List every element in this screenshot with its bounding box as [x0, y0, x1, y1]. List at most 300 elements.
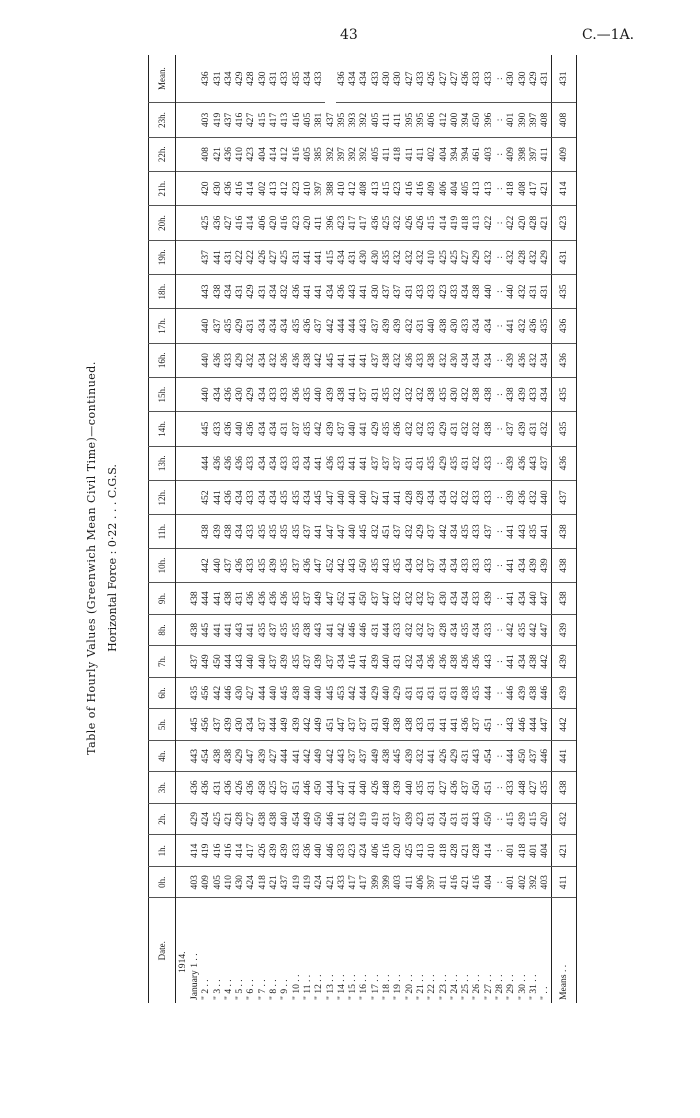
cell-value: 438 — [460, 677, 471, 709]
cell-value: 425 — [404, 835, 415, 867]
cell-value: 438 — [528, 677, 539, 709]
cell-value: 397 — [528, 103, 539, 137]
cell-value: 416 — [291, 137, 302, 171]
cell-value — [189, 103, 200, 137]
cell-value: 432 — [392, 377, 403, 411]
cell-value: 421 — [539, 206, 551, 240]
spacer-cell — [176, 835, 190, 867]
cell-value: 437 — [370, 446, 381, 480]
cell-value: 417 — [347, 866, 358, 898]
cell-value: 444 — [200, 583, 211, 615]
cell-value: 434 — [483, 343, 494, 377]
cell-value: 425 — [449, 240, 460, 274]
row-date: " 13 . . — [325, 898, 336, 1003]
cell-value: 437 — [358, 709, 369, 741]
cell-value: 433 — [279, 446, 290, 480]
cell-value: 439 — [279, 646, 290, 678]
row-date: " 8 . . — [268, 898, 279, 1003]
cell-value: : — [494, 412, 505, 446]
cell-value: 433 — [471, 583, 482, 615]
row-date: " . . — [539, 898, 551, 1003]
cell-value: 438 — [302, 343, 313, 377]
cell-value: 433 — [336, 835, 347, 867]
cell-value: 437 — [358, 740, 369, 772]
cell-value: 442 — [313, 343, 324, 377]
cell-value: 436 — [223, 171, 234, 205]
cell-value: 436 — [234, 548, 245, 582]
cell-value — [189, 548, 200, 582]
cell-value: 437 — [268, 646, 279, 678]
cell-value: 431 — [291, 240, 302, 274]
cell-value: 442 — [212, 677, 223, 709]
cell-value: 408 — [200, 137, 211, 171]
cell-value: 436 — [449, 772, 460, 804]
table-row — [404, 55, 415, 1003]
cell-value: 438 — [449, 646, 460, 678]
cell-value: 440 — [313, 677, 324, 709]
cell-value: 441 — [325, 614, 336, 646]
header-hour-7: 6h. — [149, 677, 176, 709]
cell-value: 441 — [438, 709, 449, 741]
cell-value: 436 — [471, 646, 482, 678]
cell-value: 443 — [200, 274, 211, 308]
cell-value: 402 — [517, 866, 528, 898]
cell-value: 438 — [223, 515, 234, 549]
cell-value: 434 — [279, 309, 290, 343]
table-row — [212, 55, 223, 1003]
cell-value: 431 — [539, 274, 551, 308]
mean-value: 436 — [551, 343, 576, 377]
cell-value: 435 — [392, 548, 403, 582]
cell-value: 430 — [392, 71, 404, 86]
cell-value: 403 — [200, 103, 211, 137]
cell-value: 427 — [245, 103, 256, 137]
cell-value: 429 — [392, 677, 403, 709]
means-label: Means . . — [551, 898, 576, 1003]
cell-value: 430 — [381, 71, 393, 86]
cell-value: 438 — [483, 412, 494, 446]
cell-value: 437 — [528, 740, 539, 772]
cell-value: 413 — [268, 171, 279, 205]
cell-value: 437 — [223, 103, 234, 137]
header-hour-19: 18h. — [149, 274, 176, 308]
cell-value: 445 — [358, 515, 369, 549]
row-date: " 27 . . — [483, 898, 494, 1003]
header-hour-6: 5h. — [149, 709, 176, 741]
cell-value: 409 — [200, 866, 211, 898]
header-hour-15: 14h. — [149, 412, 176, 446]
cell-value: 438 — [505, 377, 516, 411]
cell-value: 431 — [438, 677, 449, 709]
cell-value: 412 — [279, 171, 290, 205]
cell-value: 416 — [449, 866, 460, 898]
cell-value — [189, 343, 200, 377]
table-row — [223, 55, 234, 1003]
cell-value: 433 — [279, 377, 290, 411]
cell-value: 443 — [471, 740, 482, 772]
cell-value: 436 — [404, 343, 415, 377]
cell-value: 442 — [539, 646, 551, 678]
header-hour-8: 7h. — [149, 646, 176, 678]
cell-value: 392 — [358, 137, 369, 171]
cell-value: 449 — [200, 646, 211, 678]
cell-value: 431 — [415, 309, 426, 343]
mean-value: 438 — [551, 548, 576, 582]
cell-value: 432 — [392, 583, 403, 615]
cell-value: 434 — [471, 343, 482, 377]
cell-value: 433 — [245, 515, 256, 549]
cell-value: 443 — [505, 709, 516, 741]
cell-value: 417 — [245, 835, 256, 867]
cell-value: 440 — [336, 480, 347, 514]
cell-value: 412 — [279, 137, 290, 171]
cell-value: 413 — [483, 171, 494, 205]
cell-value: 416 — [291, 103, 302, 137]
cell-value: 411 — [381, 137, 392, 171]
cell-value: 430 — [370, 274, 381, 308]
table-row — [539, 55, 551, 1003]
cell-value: 441 — [449, 709, 460, 741]
cell-value: 434 — [426, 480, 437, 514]
cell-value: 429 — [234, 740, 245, 772]
cell-value — [189, 171, 200, 205]
cell-value: 406 — [426, 103, 437, 137]
header-hour-2: 1h. — [149, 835, 176, 867]
cell-value: 421 — [539, 171, 551, 205]
cell-value: 445 — [189, 709, 200, 741]
cell-value: 436 — [460, 71, 472, 86]
cell-value: 434 — [302, 446, 313, 480]
cell-value: 436 — [245, 583, 256, 615]
cell-value: 432 — [404, 614, 415, 646]
cell-value: : — [494, 803, 505, 835]
cell-value: 435 — [279, 515, 290, 549]
cell-value: 434 — [257, 446, 268, 480]
cell-value: 416 — [471, 866, 482, 898]
cell-value: 419 — [302, 866, 313, 898]
cell-value: 443 — [381, 548, 392, 582]
cell-value: 401 — [505, 103, 516, 137]
cell-value: 435 — [471, 677, 482, 709]
cell-value: 437 — [358, 377, 369, 411]
cell-value: 441 — [358, 412, 369, 446]
cell-value: 437 — [483, 515, 494, 549]
cell-value: 434 — [449, 548, 460, 582]
cell-value: 417 — [347, 206, 358, 240]
cell-value: 419 — [212, 103, 223, 137]
header-hour-16: 15h. — [149, 377, 176, 411]
mean-value: 423 — [551, 206, 576, 240]
cell-value: 436 — [291, 274, 302, 308]
cell-value: 434 — [257, 377, 268, 411]
cell-value: 402 — [426, 137, 437, 171]
cell-value: 433 — [482, 71, 494, 86]
cell-value: 442 — [302, 740, 313, 772]
cell-value: 443 — [234, 646, 245, 678]
cell-value: 437 — [347, 740, 358, 772]
cell-value: 434 — [257, 480, 268, 514]
cell-value: 418 — [257, 866, 268, 898]
cell-value: 440 — [381, 646, 392, 678]
cell-value: 427 — [268, 740, 279, 772]
cell-value: 440 — [358, 772, 369, 804]
cell-value: 436 — [223, 480, 234, 514]
cell-value: 447 — [381, 583, 392, 615]
cell-value: 420 — [302, 206, 313, 240]
cell-value: 421 — [460, 866, 471, 898]
spacer-cell — [176, 240, 190, 274]
table-header-row — [149, 55, 176, 1003]
cell-value: 422 — [505, 206, 516, 240]
cell-value: 441 — [212, 240, 223, 274]
header-hour-9: 8h. — [149, 614, 176, 646]
cell-value: : — [494, 446, 505, 480]
cell-value: 431 — [245, 309, 256, 343]
cell-value: 427 — [528, 772, 539, 804]
row-date: " 19 . . — [392, 898, 403, 1003]
cell-value: 430 — [449, 377, 460, 411]
cell-value: 429 — [370, 677, 381, 709]
cell-value: 437 — [189, 646, 200, 678]
cell-value: 432 — [392, 206, 403, 240]
cell-value: 444 — [358, 677, 369, 709]
cell-value: 433 — [483, 480, 494, 514]
cell-value: 425 — [279, 240, 290, 274]
cell-value: 436 — [268, 583, 279, 615]
cell-value: 439 — [517, 803, 528, 835]
cell-value: 433 — [483, 446, 494, 480]
cell-value — [189, 240, 200, 274]
cell-value: 435 — [257, 515, 268, 549]
cell-value: 437 — [426, 614, 437, 646]
cell-value: 446 — [539, 677, 551, 709]
mean-value: 411 — [551, 866, 576, 898]
cell-value: 441 — [426, 740, 437, 772]
document-code: C.—1A. — [582, 27, 635, 43]
cell-value: 450 — [212, 646, 223, 678]
cell-value: 432 — [517, 274, 528, 308]
cell-value: 438 — [392, 709, 403, 741]
cell-value: 439 — [325, 377, 336, 411]
cell-value: 390 — [517, 103, 528, 137]
cell-value: 411 — [404, 866, 415, 898]
cell-value: 440 — [426, 309, 437, 343]
cell-value: 446 — [517, 709, 528, 741]
cell-value: 446 — [325, 803, 336, 835]
cell-value: 406 — [257, 206, 268, 240]
cell-value: 436 — [223, 772, 234, 804]
cell-value: 416 — [234, 171, 245, 205]
cell-value: 444 — [483, 677, 494, 709]
cell-value: 413 — [471, 206, 482, 240]
cell-value: 436 — [291, 343, 302, 377]
cell-value: 447 — [539, 709, 551, 741]
cell-value: 437 — [381, 274, 392, 308]
cell-value: 439 — [279, 835, 290, 867]
cell-value: 437 — [347, 709, 358, 741]
cell-value: 436 — [223, 137, 234, 171]
cell-value: 451 — [291, 772, 302, 804]
cell-value: 440 — [347, 515, 358, 549]
cell-value: 441 — [313, 515, 324, 549]
cell-value: 411 — [404, 137, 415, 171]
cell-value: 440 — [234, 412, 245, 446]
cell-value: 427 — [460, 240, 471, 274]
row-date: " 14 . . — [336, 898, 347, 1003]
cell-value: 445 — [392, 740, 403, 772]
cell-value: 393 — [347, 103, 358, 137]
cell-value: 433 — [268, 377, 279, 411]
cell-value: 442 — [313, 412, 324, 446]
cell-value: 433 — [279, 71, 291, 86]
cell-value: 430 — [449, 309, 460, 343]
cell-value: 434 — [302, 480, 313, 514]
cell-value: 413 — [370, 171, 381, 205]
cell-value: 398 — [517, 137, 528, 171]
spacer-cell — [176, 772, 190, 804]
cell-value: 429 — [471, 240, 482, 274]
cell-value: 428 — [415, 480, 426, 514]
cell-value: 435 — [449, 446, 460, 480]
cell-value: 431 — [370, 709, 381, 741]
cell-value: 428 — [234, 803, 245, 835]
cell-value: 439 — [483, 583, 494, 615]
hourly-values-table — [148, 55, 577, 1003]
cell-value: 432 — [404, 412, 415, 446]
cell-value: 419 — [370, 803, 381, 835]
cell-value: 419 — [200, 835, 211, 867]
cell-value: 435 — [279, 548, 290, 582]
cell-value: 432 — [539, 412, 551, 446]
cell-value: 421 — [325, 866, 336, 898]
table-row — [302, 55, 313, 1003]
cell-value: 426 — [426, 71, 438, 86]
header-date: Date. — [149, 898, 176, 1003]
header-hour-21: 20h. — [149, 206, 176, 240]
cell-value: 445 — [325, 677, 336, 709]
cell-value: 431 — [223, 240, 234, 274]
cell-value: 441 — [347, 446, 358, 480]
cell-value: 405 — [460, 171, 471, 205]
cell-value: 430 — [234, 677, 245, 709]
cell-value: : — [494, 309, 505, 343]
cell-value: 435 — [291, 480, 302, 514]
spacer-cell — [176, 412, 190, 446]
cell-value: 440 — [245, 646, 256, 678]
cell-value: 411 — [381, 103, 392, 137]
cell-value: 449 — [381, 709, 392, 741]
mean-value: 439 — [551, 677, 576, 709]
cell-value: 440 — [528, 583, 539, 615]
row-date: " 6 . . — [245, 898, 256, 1003]
cell-value: 434 — [257, 412, 268, 446]
cell-value: 433 — [313, 71, 325, 86]
cell-value: 443 — [358, 309, 369, 343]
cell-value: 442 — [528, 614, 539, 646]
cell-value: 431 — [392, 646, 403, 678]
cell-value: 420 — [268, 206, 279, 240]
cell-value: 428 — [471, 835, 482, 867]
cell-value: 438 — [426, 377, 437, 411]
cell-value: 420 — [517, 206, 528, 240]
cell-value: 437 — [279, 866, 290, 898]
cell-value: 434 — [539, 377, 551, 411]
cell-value: 441 — [358, 274, 369, 308]
cell-value: 440 — [279, 803, 290, 835]
cell-value: 416 — [347, 646, 358, 678]
cell-value: 409 — [426, 171, 437, 205]
cell-value: 440 — [381, 677, 392, 709]
cell-value: 438 — [483, 377, 494, 411]
cell-value: 416 — [234, 206, 245, 240]
row-date: " 22 . . — [426, 898, 437, 1003]
cell-value: 432 — [415, 548, 426, 582]
cell-value: 437 — [302, 515, 313, 549]
cell-value: 432 — [528, 240, 539, 274]
cell-value: : — [494, 274, 505, 308]
cell-value: 429 — [370, 412, 381, 446]
cell-value — [189, 377, 200, 411]
cell-value: 446 — [223, 677, 234, 709]
cell-value: 401 — [528, 835, 539, 867]
cell-value: 435 — [257, 614, 268, 646]
row-date: " 21 . . — [415, 898, 426, 1003]
cell-value: : — [494, 480, 505, 514]
cell-value: 449 — [313, 740, 324, 772]
cell-value: 394 — [449, 137, 460, 171]
spacer-cell — [176, 614, 190, 646]
cell-value: 432 — [415, 412, 426, 446]
cell-value: 432 — [415, 740, 426, 772]
mean-value: 436 — [551, 309, 576, 343]
cell-value: 437 — [370, 583, 381, 615]
cell-value: 431 — [370, 614, 381, 646]
cell-value: 426 — [370, 772, 381, 804]
cell-value: 434 — [517, 548, 528, 582]
cell-value: 443 — [471, 803, 482, 835]
cell-value: 429 — [527, 71, 539, 86]
cell-value: 436 — [212, 343, 223, 377]
cell-value: 438 — [528, 646, 539, 678]
cell-value: 432 — [460, 412, 471, 446]
cell-value: 425 — [381, 206, 392, 240]
header-hour-23: 22h. — [149, 137, 176, 171]
cell-value: 449 — [302, 803, 313, 835]
cell-value: 431 — [426, 772, 437, 804]
cell-value: 397 — [426, 866, 437, 898]
cell-value: 431 — [426, 803, 437, 835]
cell-value: 451 — [325, 709, 336, 741]
cell-value: 428 — [404, 480, 415, 514]
cell-value: 415 — [426, 206, 437, 240]
row-date: " 18 . . — [381, 898, 392, 1003]
cell-value: : — [494, 835, 505, 867]
cell-value: 439 — [505, 446, 516, 480]
cell-value: 430 — [370, 240, 381, 274]
cell-value: 453 — [336, 677, 347, 709]
cell-value: : — [494, 377, 505, 411]
cell-value: 440 — [200, 343, 211, 377]
cell-value: 431 — [279, 412, 290, 446]
cell-value: 438 — [404, 709, 415, 741]
cell-value: 450 — [313, 803, 324, 835]
cell-value: 433 — [460, 548, 471, 582]
cell-value: 441 — [313, 446, 324, 480]
mean-value: 409 — [551, 137, 576, 171]
cell-value: 430 — [505, 71, 517, 86]
cell-value: 429 — [245, 377, 256, 411]
cell-value: 435 — [460, 614, 471, 646]
